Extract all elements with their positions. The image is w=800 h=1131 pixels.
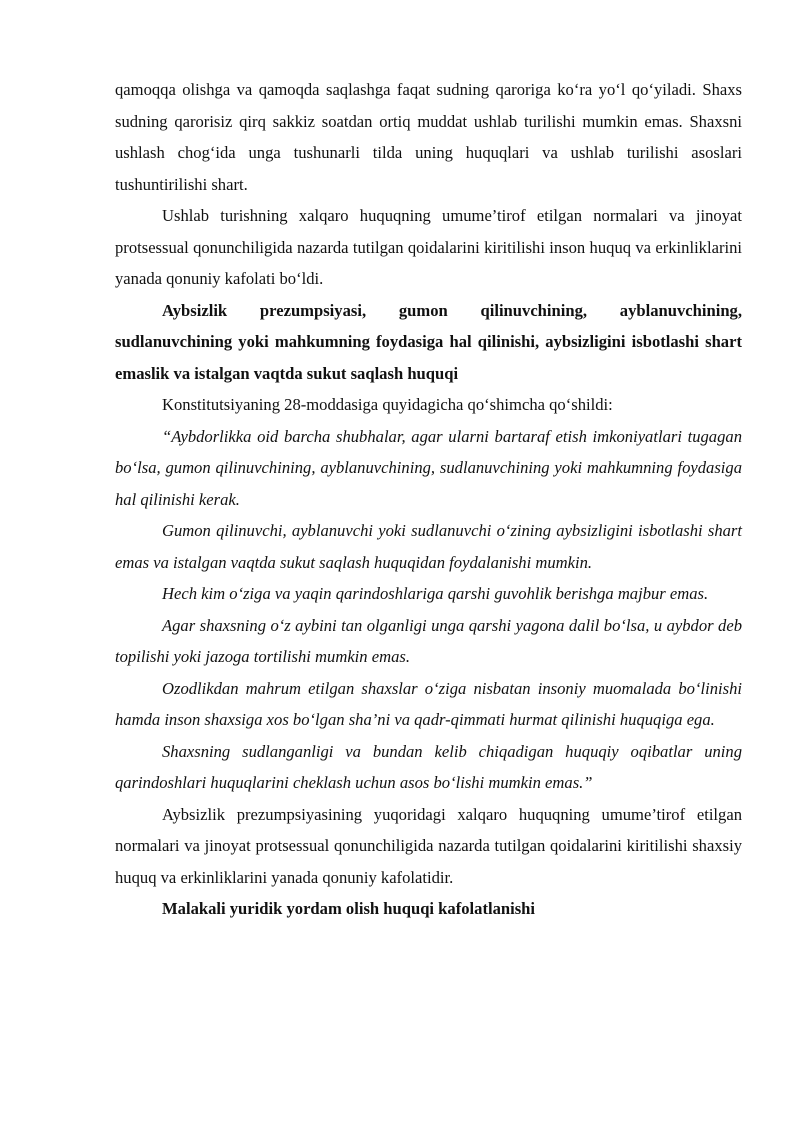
section-heading-legal-aid: Malakali yuridik yordam olish huquqi kafolatlanishi: [162, 899, 536, 918]
paragraph-article-28-intro: Konstitutsiyaning 28-moddasiga quyidagicha qo‘shimcha qo‘shildi:: [162, 395, 613, 414]
section-heading-presumption-of-innocence: Aybsizlik prezumpsiyasi, gumon qilinuvchining, ayblanuvchining, sudlanuvchining yoki mahkumning foydasiga hal qilinishi, aybsizligini isbotlashi shart emaslik va istalgan vaqtda sukut saqlash huquqi: [115, 300, 742, 383]
quote-paragraph-self-incrimination: Hech kim o‘ziga va yaqin qarindoshlariga qarshi guvohlik berishga majbur emas.: [162, 584, 709, 603]
quote-paragraph-doubts: “Aybdorlikka oid barcha shubhalar, agar ularni bartaraf etish imkoniyatlari tugagan bo‘lsa, gumon qilinuvchining, ayblanuvchining, sudlanuvchining yoki mahkumning foydasiga hal qilinishi kerak.: [115, 426, 742, 509]
quote-paragraph-humane-treatment: Ozodlikdan mahrum etilgan shaxslar o‘ziga nisbatan insoniy muomalada bo‘linishi hamda inson shaxsiga xos bo‘lgan sha’ni va qadr-qimmati hurmat qilinishi huquqiga ega.: [115, 678, 742, 729]
quote-paragraph-relatives-rights: Shaxsning sudlanganligi va bundan kelib chiqadigan huquqiy oqibatlar uning qarindoshlari huquqlarini cheklash uchun asos bo‘lishi mumkin emas.”: [115, 741, 742, 792]
quote-paragraph-right-to-silence: Gumon qilinuvchi, ayblanuvchi yoki sudlanuvchi o‘zining aybsizligini isbotlashi shart emas va istalgan vaqtda sukut saqlash huquqidan foydalanishi mumkin.: [115, 521, 742, 572]
paragraph-detention-norms: Ushlab turishning xalqaro huquqning umume’tirof etilgan normalari va jinoyat protsessual qonunchiligida nazarda tutilgan qoidalarini kiritilishi inson huquq va erkinliklarini yanada qonuniy kafolati bo‘ldi.: [115, 206, 742, 288]
paragraph-presumption-summary: Aybsizlik prezumpsiyasining yuqoridagi xalqaro huquqning umume’tirof etilgan normalari va jinoyat protsessual qonunchiligida nazarda tutilgan qoidalarini kiritilishi shaxsiy huquq va erkinliklarini yanada qonuniy kafolatidir.: [115, 804, 742, 887]
paragraph-continuation: qamoqqa olishga va qamoqda saqlashga faqat sudning qaroriga ko‘ra yo‘l qo‘yiladi. Shaxs sudning qarorisiz qirq sakkiz soatdan ortiq muddat ushlab turilishi mumkin emas. Shaxsni ushlash chog‘ida unga tushunarli tilda uning huquqlari va ushlab turilishi asoslari tushuntirilishi shart.: [115, 80, 742, 194]
document-page: [115, 74, 742, 925]
quote-paragraph-confession: Agar shaxsning o‘z aybini tan olganligi unga qarshi yagona dalil bo‘lsa, u aybdor deb topilishi yoki jazoga tortilishi mumkin emas.: [115, 615, 742, 666]
